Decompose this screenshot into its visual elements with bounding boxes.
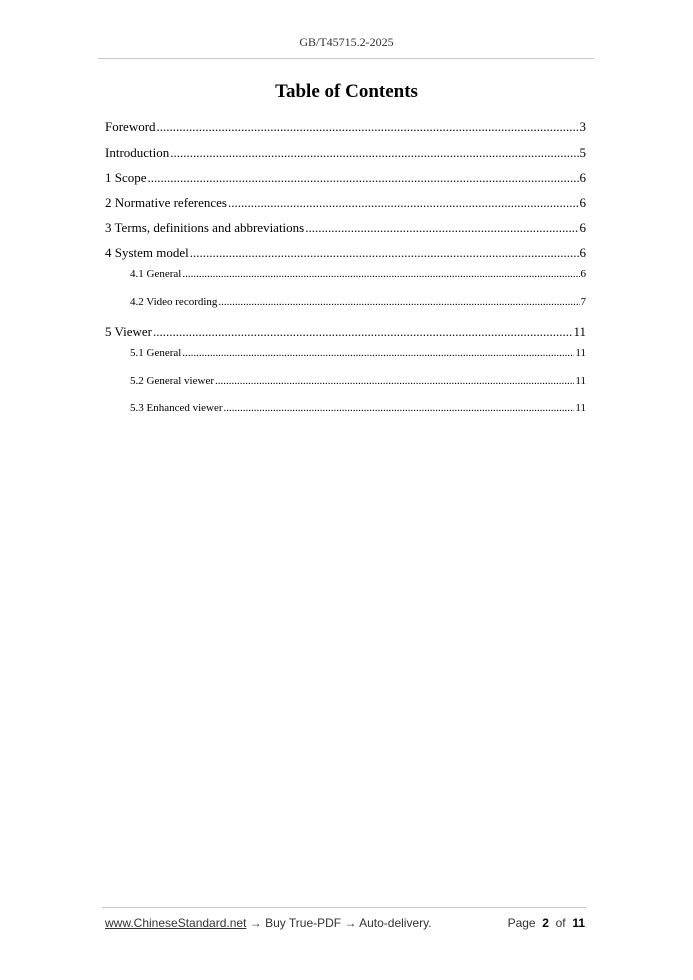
toc-entry-system-model[interactable]	[105, 245, 586, 261]
toc-entry-label: 5.3 Enhanced viewer	[130, 402, 223, 414]
toc-entry-label: Foreword	[105, 119, 156, 134]
toc-entry-label: 1 Scope	[105, 170, 147, 185]
toc-entry-page: 7	[580, 296, 586, 308]
toc-entry-page: 11	[575, 402, 586, 414]
dot-leader	[215, 375, 574, 387]
dot-leader	[305, 220, 578, 236]
toc-entry-label: 4 System model	[105, 245, 189, 260]
dot-leader	[148, 170, 579, 186]
toc-entry-label: 4.2 Video recording	[130, 296, 218, 308]
dot-leader	[218, 296, 579, 308]
dot-leader	[228, 195, 579, 211]
toc-entry-page: 11	[575, 347, 586, 359]
toc-title: Table of Contents	[275, 81, 418, 102]
footer-promo-text: → Buy True-PDF → Auto-delivery.	[246, 916, 432, 930]
toc-entry-page: 3	[579, 119, 586, 134]
website-link[interactable]: www.ChineseStandard.net	[105, 916, 247, 930]
toc-entry-page: 6	[580, 268, 586, 280]
toc-entry-terms-definitions[interactable]	[105, 220, 586, 236]
dot-leader	[153, 324, 572, 340]
toc-entry-4-1-general[interactable]	[130, 268, 586, 280]
toc-entry-5-2-general-viewer[interactable]	[130, 375, 586, 387]
toc-entry-5-3-enhanced-viewer[interactable]	[130, 402, 586, 414]
page-counter	[508, 916, 585, 930]
toc-entry-normative-references[interactable]	[105, 195, 586, 211]
toc-entry-page: 6	[579, 170, 586, 185]
total-pages-number: 11	[572, 916, 585, 930]
toc-entry-label: 5.2 General viewer	[130, 375, 214, 387]
header-divider	[98, 58, 594, 59]
toc-entry-viewer[interactable]	[105, 324, 586, 340]
footer-promo	[105, 916, 432, 930]
toc-entry-label: 2 Normative references	[105, 195, 227, 210]
toc-entry-page: 11	[575, 375, 586, 387]
footer-divider	[102, 907, 587, 908]
dot-leader	[157, 119, 579, 135]
document-code-header: GB/T45715.2-2025	[299, 35, 394, 49]
page-word: Page	[507, 916, 536, 930]
page-footer	[105, 916, 585, 930]
toc-entry-4-2-video-recording[interactable]	[130, 296, 586, 308]
toc-entry-label: 4.1 General	[130, 268, 182, 280]
toc-entry-5-1-general[interactable]	[130, 347, 586, 359]
toc-entry-label: 5.1 General	[130, 347, 182, 359]
toc-entry-page: 6	[579, 245, 586, 260]
toc-entry-label: Introduction	[105, 145, 170, 160]
toc-entry-introduction[interactable]	[105, 145, 586, 161]
toc-entry-foreword[interactable]	[105, 119, 586, 135]
toc-entry-scope[interactable]	[105, 170, 586, 186]
dot-leader	[182, 347, 574, 359]
current-page-number: 2	[542, 916, 549, 930]
toc-entry-label: 5 Viewer	[105, 324, 152, 339]
toc-entry-page: 5	[579, 145, 586, 160]
toc-entry-page: 6	[579, 220, 586, 235]
toc-entry-page: 6	[579, 195, 586, 210]
dot-leader	[224, 402, 575, 414]
dot-leader	[190, 245, 579, 261]
dot-leader	[170, 145, 578, 161]
dot-leader	[182, 268, 579, 280]
toc-entry-label: 3 Terms, definitions and abbreviations	[105, 220, 305, 235]
toc-entry-page: 11	[573, 324, 586, 339]
of-word: of	[555, 916, 566, 930]
